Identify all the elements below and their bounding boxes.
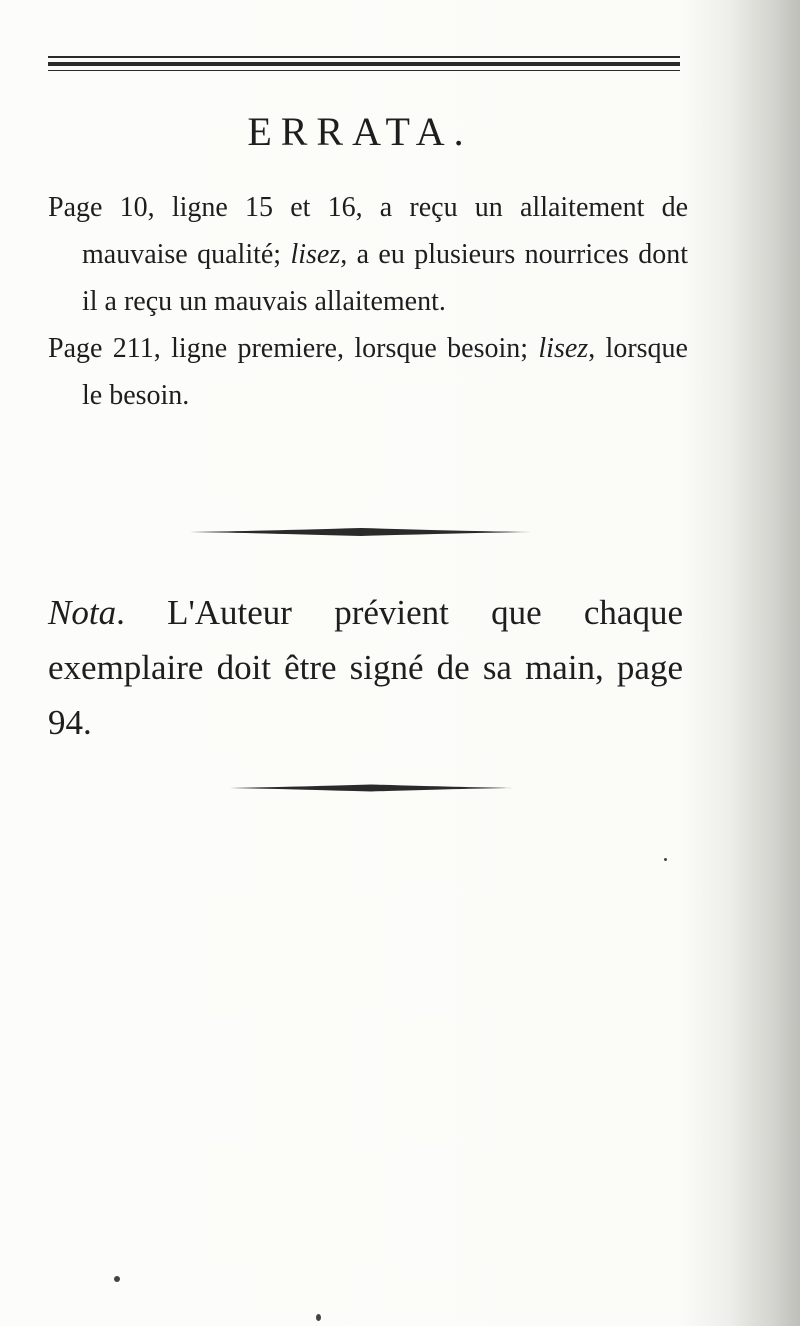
errata-entry-1-text: Page 10, ligne 15 et 16, a reçu un allaitement de mauvaise qualité; (48, 192, 688, 270)
section-divider-2 (230, 783, 512, 793)
ink-speck (114, 1276, 120, 1282)
nota-paragraph (48, 585, 683, 750)
errata-list (48, 184, 688, 419)
errata-entry-1-lisez: lisez (290, 239, 341, 270)
page-gutter-shadow (730, 0, 800, 1326)
ink-speck (664, 858, 667, 861)
section-divider-1 (190, 527, 532, 537)
ink-speck (316, 1314, 321, 1321)
errata-entry-2-text: Page 211, ligne premiere, lorsque besoin; (48, 333, 539, 364)
nota-label-punct: . (116, 593, 125, 632)
errata-entry-2-correction: , lorsque le besoin. (82, 333, 688, 411)
nota-label: Nota (48, 593, 117, 632)
header-rule-thick (48, 62, 680, 66)
header-rule-thin-bottom (48, 70, 680, 71)
errata-entry-2 (48, 325, 688, 419)
errata-entry-1-correction: , a eu plusieurs nourrices dont il a reçu un mauvais allaitement. (82, 239, 688, 317)
page-title: ERRATA. (247, 109, 473, 154)
nota-text: L'Auteur prévient que chaque exemplaire doit être signé de sa main, page 94. (48, 593, 683, 742)
errata-entry-1 (48, 184, 688, 325)
header-rule-thin-top (48, 56, 680, 58)
errata-entry-2-lisez: lisez (538, 333, 589, 364)
